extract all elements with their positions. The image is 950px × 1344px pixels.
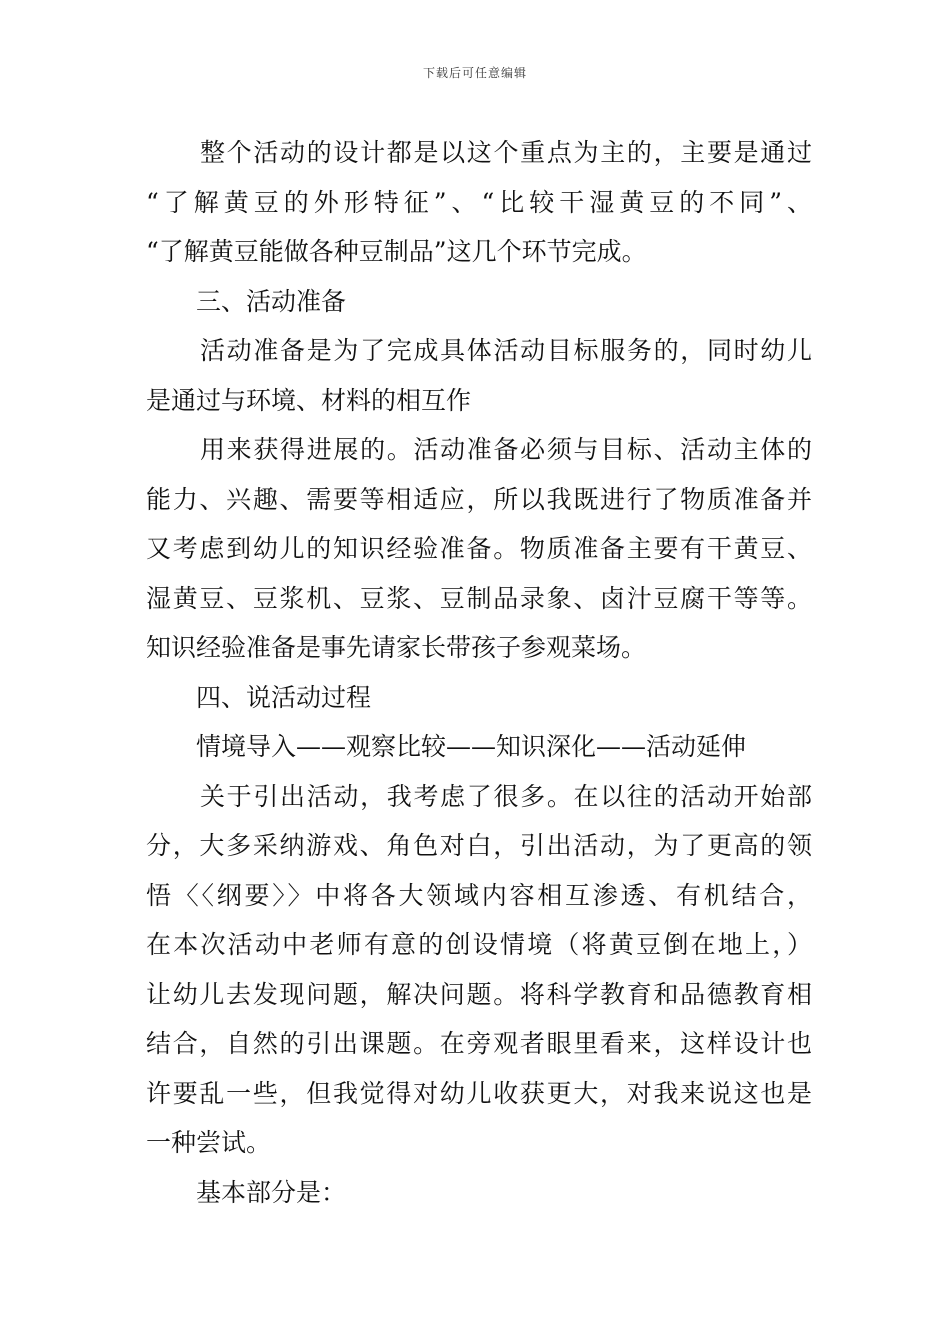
paragraph-line: 结合，自然的引出课题。在旁观者眼里看来，这样设计也 xyxy=(146,1029,812,1058)
paragraph-line: 关于引出活动，我考虑了很多。在以往的活动开始部 xyxy=(200,781,812,811)
paragraph-line: 用来获得进展的。活动准备必须与目标、活动主体的 xyxy=(200,435,812,464)
paragraph-line: 分，大多采纳游戏、角色对白，引出活动，为了更高的领 xyxy=(146,831,812,860)
section-heading: 四、说活动过程 xyxy=(196,682,372,712)
paragraph-line: 活动准备是为了完成具体活动目标服务的，同时幼儿 xyxy=(200,336,812,365)
paragraph-line: 许要乱一些，但我觉得对幼儿收获更大，对我来说这也是 xyxy=(146,1078,812,1108)
paragraph-line: 让幼儿去发现问题，解决问题。将科学教育和品德教育相 xyxy=(146,979,812,1009)
paragraph-line: 知识经验准备是事先请家长带孩子参观菜场。 xyxy=(146,633,647,662)
section-heading: 三、活动准备 xyxy=(196,286,347,316)
process-summary: 情境导入——观察比较——知识深化——活动延伸 xyxy=(196,732,747,761)
paragraph-line: 整个活动的设计都是以这个重点为主的，主要是通过 xyxy=(200,138,812,167)
paragraph-line: 能力、兴趣、需要等相适应，所以我既进行了物质准备并 xyxy=(146,484,812,514)
paragraph-line: 在本次活动中老师有意的创设情境（将黄豆倒在地上，） xyxy=(146,930,812,959)
document-body xyxy=(146,128,812,1217)
paragraph-line: 是通过与环境、材料的相互作 xyxy=(146,385,472,415)
paragraph-line: 基本部分是： xyxy=(196,1177,347,1207)
page-header: 下载后可任意编辑 xyxy=(422,66,527,80)
paragraph-line: 一种尝试。 xyxy=(146,1128,272,1157)
paragraph-line: “了解黄豆能做各种豆制品”这几个环节完成。 xyxy=(146,237,647,266)
paragraph-line: “了解黄豆的外形特征”、“比较干湿黄豆的不同”、 xyxy=(146,187,812,217)
paragraph-line: 湿黄豆、豆浆机、豆浆、豆制品录象、卤汁豆腐干等等。 xyxy=(146,583,812,613)
paragraph-line: 又考虑到幼儿的知识经验准备。物质准备主要有干黄豆、 xyxy=(146,534,812,563)
paragraph-line: 悟〈〈纲要〉〉中将各大领域内容相互渗透、有机结合， xyxy=(146,880,812,910)
